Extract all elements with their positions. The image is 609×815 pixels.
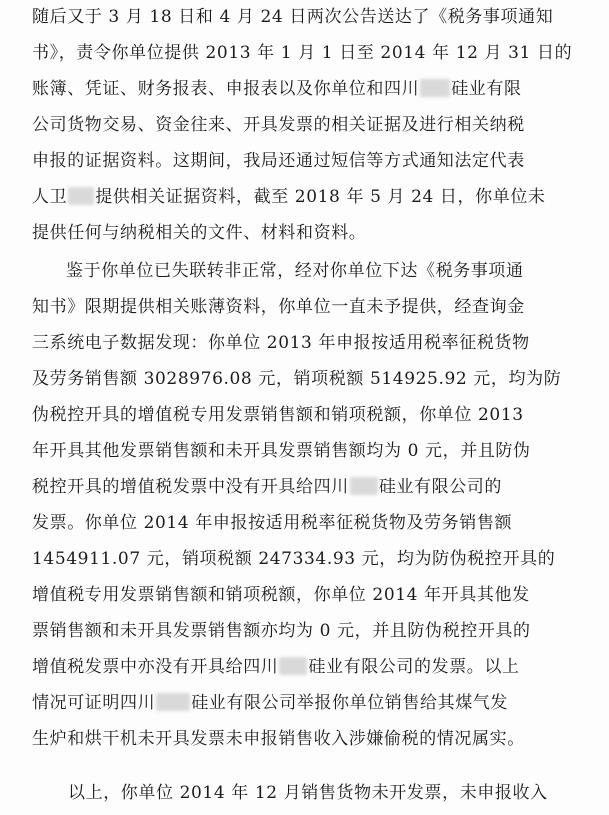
text-line: 书》，责令你单位提供 2013 年 1 月 1 日至 2014 年 12 月 31 日的: [32, 43, 573, 63]
text-line: 1454911.07 元，销项税额 247334.93 元，均为防伪税控开具的: [32, 549, 556, 569]
text-line: [32, 656, 520, 678]
text-segment: 人卫: [32, 187, 68, 207]
paragraph-first-line: 鉴于你单位已失联转非正常，经对你单位下达《税务事项通: [66, 261, 524, 281]
paragraph-first-line: 以上，你单位 2014 年 12 月销售货物未开发票，未申报收入: [68, 783, 548, 803]
text-segment: 硅业有限: [451, 79, 522, 99]
text-line: 公司货物交易、资金往来、开具发票的相关证据及进行相关纳税: [32, 115, 525, 135]
text-segment: 税控开具的增值税发票中没有开具给四川: [32, 477, 349, 497]
text-line: 随后又于 3 月 18 日和 4 月 24 日两次公告送达了《税务事项通知: [32, 7, 554, 27]
redaction-blur: [350, 477, 378, 495]
text-line: [32, 186, 546, 208]
text-line: 增值税专用发票销售额和销项税额，你单位 2014 年开具其他发: [32, 585, 530, 605]
redaction-blur: [156, 693, 190, 711]
text-line: 三系统电子数据发现：你单位 2013 年申报按适用税率征税货物: [32, 333, 530, 353]
text-segment: 硅业有限公司举报你单位销售给其煤气发: [191, 693, 509, 713]
text-line: 及劳务销售额 3028976.08 元，销项税额 514925.92 元，均为防: [32, 369, 562, 389]
text-line: 发票。你单位 2014 年申报按适用税率征税货物及劳务销售额: [32, 513, 513, 533]
text-segment: 账簿、凭证、财务报表、申报表以及你单位和四川: [32, 79, 420, 99]
text-line: [32, 476, 502, 498]
redaction-blur: [420, 79, 450, 97]
text-line: [32, 78, 522, 100]
text-segment: 情况可证明四川: [32, 693, 156, 713]
text-line: [32, 692, 508, 714]
text-segment: 增值税发票中亦没有开具给四川: [32, 657, 279, 677]
text-line: 伪税控开具的增值税专用发票销售额和销项税额，你单位 2013: [32, 405, 524, 425]
text-line: 申报的证据资料。这期间，我局还通过短信等方式通知法定代表: [32, 151, 525, 171]
text-line: 提供任何与纳税相关的文件、材料和资料。: [32, 223, 367, 243]
text-line: 生炉和烘干机未开具发票未申报销售收入涉嫌偷税的情况属实。: [32, 729, 525, 749]
text-line: 票销售额和未开具发票销售额亦均为 0 元，并且防伪税控开具的: [32, 621, 531, 641]
text-line: 年开具其他发票销售额和未开具发票销售额均为 0 元，并且防伪: [32, 441, 531, 461]
text-segment: 提供相关证据资料，截至 2018 年 5 月 24 日，你单位未: [95, 187, 546, 207]
text-segment: 硅业有限公司的: [378, 477, 503, 497]
text-segment: 硅业有限公司的发票。以上: [308, 657, 520, 677]
text-line: 知书》限期提供相关账薄资料，你单位一直未予提供，经查询金: [32, 297, 525, 317]
redaction-blur: [279, 657, 307, 675]
redaction-blur: [68, 187, 94, 205]
